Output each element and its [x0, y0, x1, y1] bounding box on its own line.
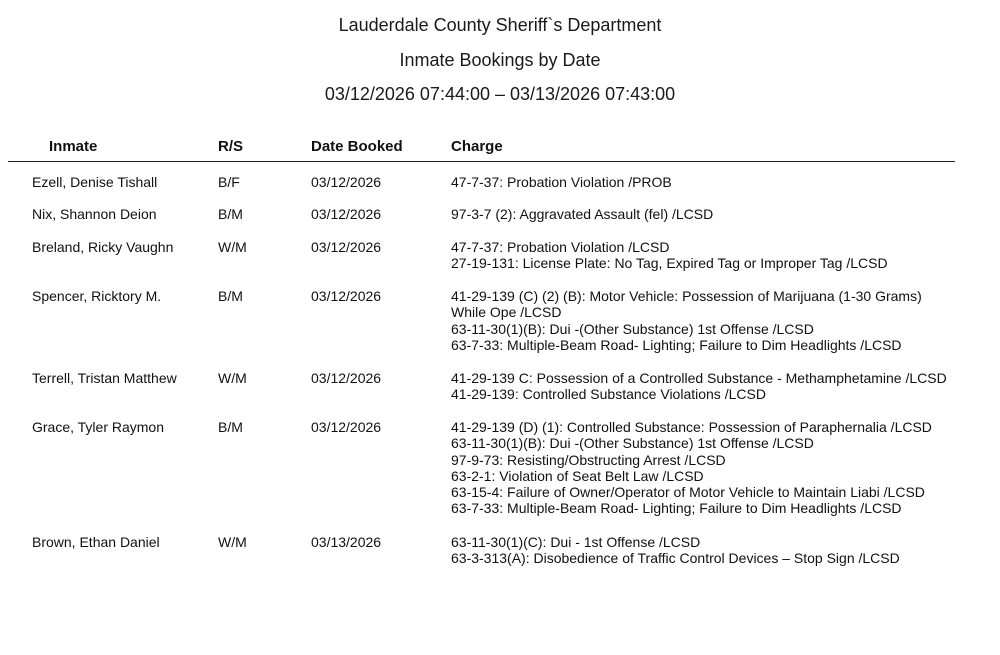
charge-line: 41-29-139 (C) (2) (B): Motor Vehicle: Possession of Marijuana (1-30 Grams) — [451, 288, 922, 304]
date-booked: 03/12/2026 — [311, 419, 382, 435]
charge-line: 97-9-73: Resisting/Obstructing Arrest /LCSD — [451, 451, 726, 468]
column-header-charge: Charge — [451, 138, 503, 155]
inmate-name: Ezell, Denise Tishall — [32, 174, 158, 190]
charge-line: 41-29-139 C: Possession of a Controlled Substance - Methamphetamine /LCSD — [451, 370, 947, 386]
race-sex: W/M — [218, 370, 247, 386]
inmate-name: Terrell, Tristan Matthew — [32, 370, 177, 386]
charge-line: 63-15-4: Failure of Owner/Operator of Motor Vehicle to Maintain Liabi /LCSD — [451, 484, 925, 501]
inmate-name: Nix, Shannon Deion — [32, 206, 157, 222]
charge-line: 63-11-30(1)(B): Dui -(Other Substance) 1st Offense /LCSD — [451, 435, 814, 452]
charge-line: 41-29-139: Controlled Substance Violations /LCSD — [451, 386, 766, 403]
date-booked: 03/13/2026 — [311, 534, 382, 550]
charge-line: 63-2-1: Violation of Seat Belt Law /LCSD — [451, 467, 704, 484]
charge-list — [451, 370, 971, 403]
date-booked: 03/12/2026 — [311, 239, 382, 255]
header-divider — [8, 161, 955, 162]
charge-line: 63-11-30(1)(C): Dui - 1st Offense /LCSD — [451, 534, 701, 550]
charge-line: 27-19-131: License Plate: No Tag, Expired Tag or Improper Tag /LCSD — [451, 255, 888, 272]
report-subtitle: Inmate Bookings by Date — [399, 50, 601, 70]
charge-line: 63-7-33: Multiple-Beam Road- Lighting; Failure to Dim Headlights /LCSD — [451, 500, 902, 517]
charge-list — [451, 174, 971, 190]
column-header-inmate: Inmate — [49, 138, 98, 155]
charge-line: 97-3-7 (2): Aggravated Assault (fel) /LCSD — [451, 206, 714, 222]
column-header-rs: R/S — [218, 138, 244, 155]
report-date-range: 03/12/2026 07:44:00 – 03/13/2026 07:43:00 — [324, 84, 676, 104]
charge-line: 63-11-30(1)(B): Dui -(Other Substance) 1st Offense /LCSD — [451, 320, 814, 337]
inmate-name: Brown, Ethan Daniel — [32, 534, 160, 550]
inmate-name: Breland, Ricky Vaughn — [32, 239, 174, 255]
race-sex: B/M — [218, 419, 243, 435]
charge-line: 41-29-139 (D) (1): Controlled Substance: Possession of Paraphernalia /LCSD — [451, 419, 932, 435]
date-booked: 03/12/2026 — [311, 174, 382, 190]
column-header-date-booked: Date Booked — [311, 138, 403, 155]
charge-list — [451, 534, 971, 567]
race-sex: W/M — [218, 534, 247, 550]
race-sex: B/F — [218, 174, 240, 190]
charge-line: 47-7-37: Probation Violation /PROB — [451, 174, 672, 190]
charge-line: 63-7-33: Multiple-Beam Road- Lighting; Failure to Dim Headlights /LCSD — [451, 336, 902, 353]
date-booked: 03/12/2026 — [311, 370, 382, 386]
date-booked: 03/12/2026 — [311, 206, 382, 222]
charge-line: 47-7-37: Probation Violation /LCSD — [451, 239, 670, 255]
charge-list — [451, 288, 971, 353]
charge-list — [451, 206, 971, 222]
inmate-name: Grace, Tyler Raymon — [32, 419, 165, 435]
date-booked: 03/12/2026 — [311, 288, 382, 304]
race-sex: B/M — [218, 206, 243, 222]
inmate-name: Spencer, Ricktory M. — [32, 288, 162, 304]
charge-list — [451, 239, 971, 272]
charge-line: 63-3-313(A): Disobedience of Traffic Control Devices – Stop Sign /LCSD — [451, 550, 900, 567]
race-sex: W/M — [218, 239, 247, 255]
race-sex: B/M — [218, 288, 243, 304]
report-title: Lauderdale County Sheriff`s Department — [338, 15, 662, 35]
charge-line: While Ope /LCSD — [451, 304, 562, 321]
charge-list — [451, 419, 971, 517]
